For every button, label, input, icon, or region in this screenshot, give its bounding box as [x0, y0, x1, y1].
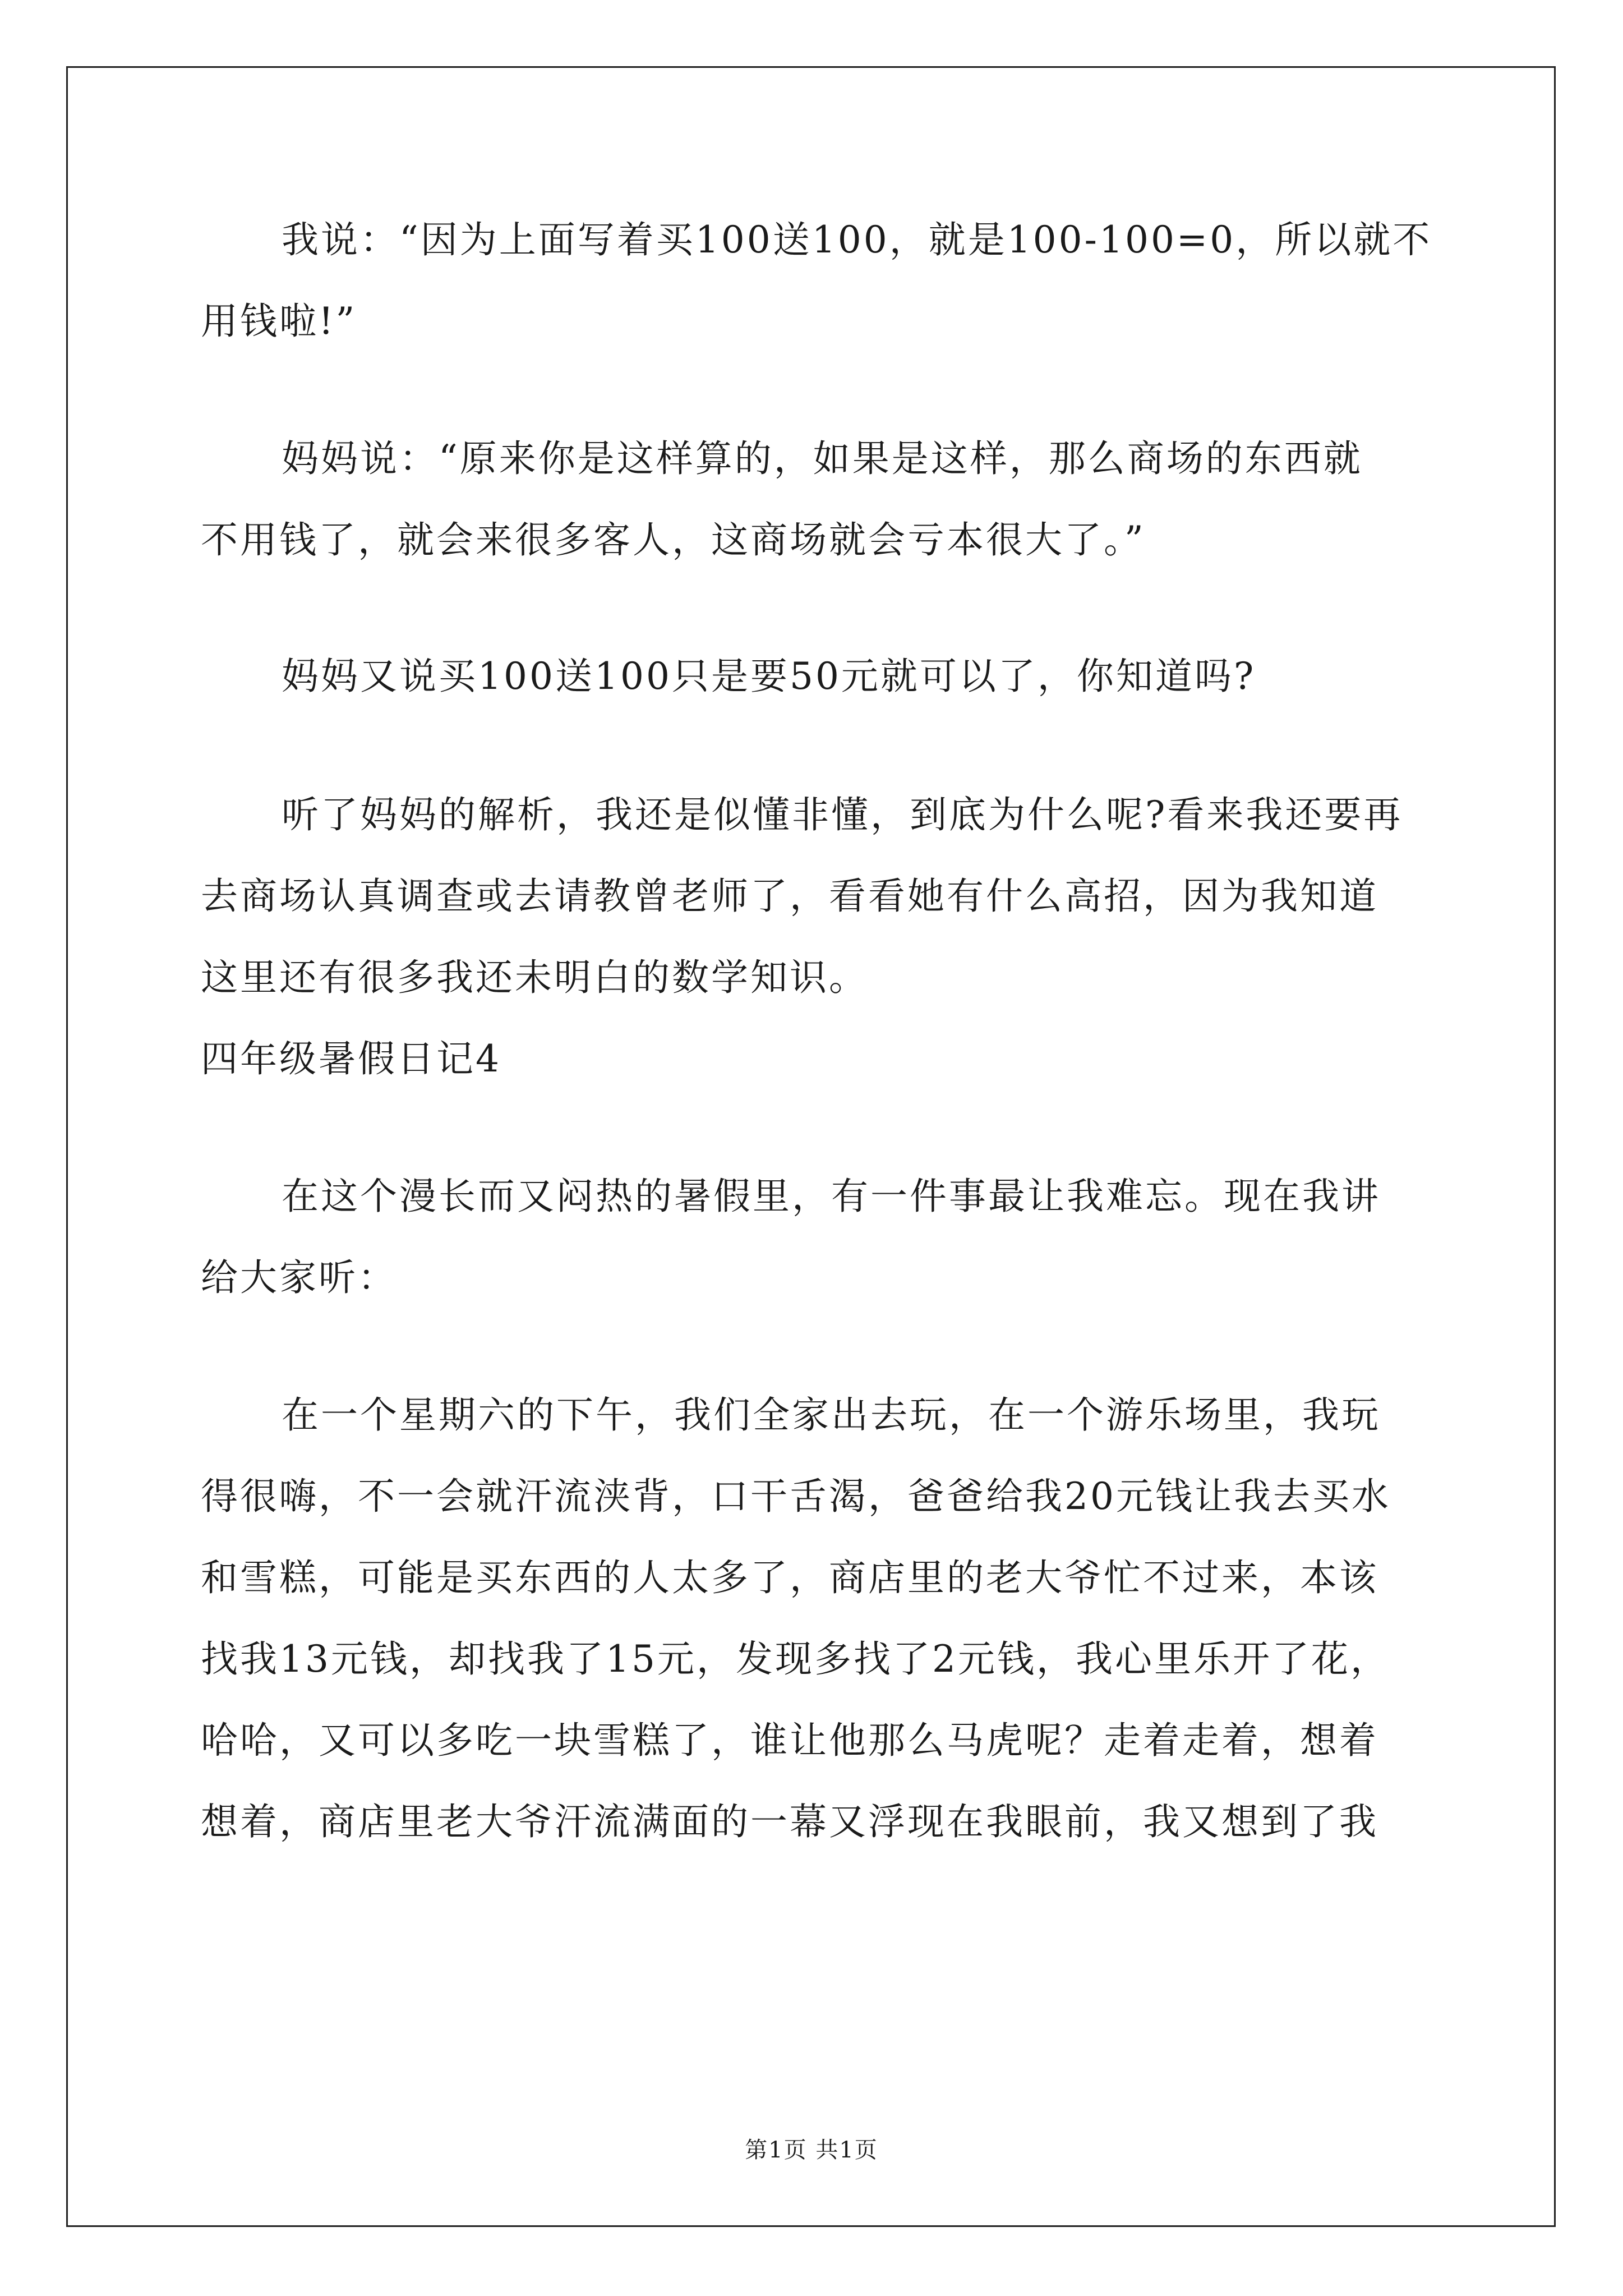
text-line: 想着，商店里老大爷汗流满面的一幕又浮现在我眼前，我又想到了我: [201, 1800, 1378, 1843]
text-line: 给大家听：: [201, 1256, 397, 1299]
text-line: 这里还有很多我还未明白的数学知识。: [201, 956, 868, 999]
text-line: 去商场认真调查或去请教曾老师了，看看她有什么高招，因为我知道: [201, 875, 1378, 918]
text-line: 不用钱了，就会来很多客人，这商场就会亏本很大了。”: [201, 518, 1146, 562]
text-line: 和雪糕，可能是买东西的人太多了，商店里的老大爷忙不过来，本该: [201, 1556, 1378, 1599]
page-border: [66, 66, 1556, 2227]
text-line: 得很嗨，不一会就汗流浃背，口干舌渴，爸爸给我20元钱让我去买水: [201, 1475, 1391, 1518]
text-line: 在一个星期六的下午，我们全家出去玩，在一个游乐场里，我玩: [282, 1393, 1381, 1437]
section-heading: 四年级暑假日记4: [201, 1037, 501, 1080]
text-line: 找我13元钱，却找我了15元，发现多找了2元钱，我心里乐开了花，: [201, 1637, 1390, 1681]
text-line: 我说：“因为上面写着买100送100，就是100-100=0，所以就不: [282, 218, 1432, 261]
text-line: 听了妈妈的解析，我还是似懂非懂，到底为什么呢?看来我还要再: [282, 793, 1403, 836]
text-line: 妈妈又说买100送100只是要50元就可以了，你知道吗?: [282, 655, 1256, 698]
text-line: 在这个漫长而又闷热的暑假里，有一件事最让我难忘。现在我讲: [282, 1175, 1381, 1218]
text-line: 哈哈，又可以多吃一块雪糕了，谁让他那么马虎呢？走着走着，想着: [201, 1719, 1378, 1762]
text-line: 用钱啦!”: [201, 300, 357, 343]
text-line: 妈妈说：“原来你是这样算的，如果是这样，那么商场的东西就: [282, 437, 1363, 480]
page-footer: 第1页 共1页: [745, 2137, 878, 2163]
